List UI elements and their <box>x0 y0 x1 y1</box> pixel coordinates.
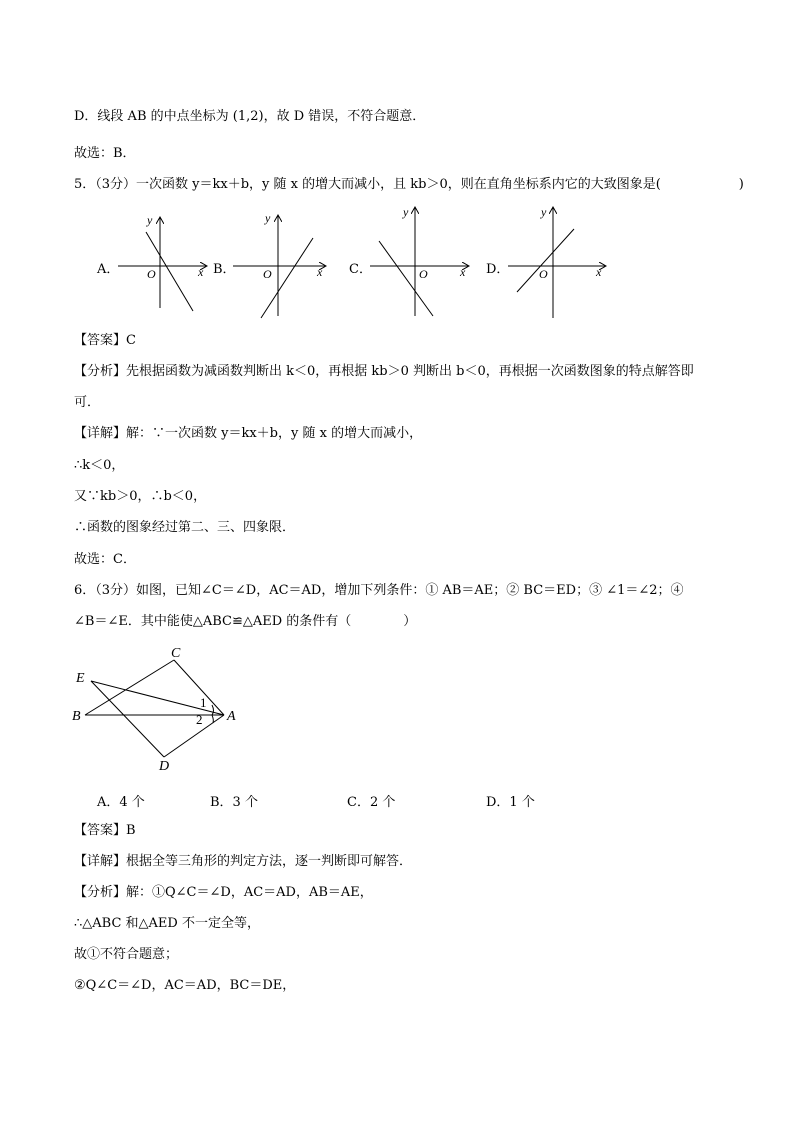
q6-option-c: C．2 个 <box>347 795 396 810</box>
q5-option-d-label: D． <box>486 262 510 277</box>
q5-solution-line-1: 【详解】解：∵一次函数 y＝kx＋b，y 随 x 的增大而减小， <box>74 426 423 441</box>
q5-option-c-label: C． <box>349 262 372 277</box>
graph-a-x-label: x <box>198 265 204 279</box>
graph-d-y-label: y <box>541 205 547 219</box>
q5-solution-line-2: ∴k＜0， <box>74 458 125 473</box>
fig-label-c: C <box>171 646 181 661</box>
q5-option-a-label: A． <box>97 262 120 277</box>
q5-analysis-line-1: 【分析】先根据函数为减函数判断出 k＜0，再根据 kb＞0 判断出 b＜0，再根据一次函数图象的特点解答即 <box>74 364 694 379</box>
q6-detail: 【详解】根据全等三角形的判定方法，逐一判断即可解答． <box>74 854 413 869</box>
graph-c-origin: O <box>419 267 428 281</box>
q6-option-d: D．1 个 <box>486 795 535 810</box>
graph-c-x-label: x <box>460 265 466 279</box>
q5-option-b-label: B． <box>213 262 236 277</box>
q5-analysis-line-2: 可． <box>74 395 101 410</box>
graph-b-x-label: x <box>317 265 323 279</box>
q6-analysis-line-3: 故①不符合题意； <box>74 947 179 962</box>
question-6-stem-line-2: ∠B＝∠E．其中能使△ABC≌△AED 的条件有（ ） <box>74 614 417 629</box>
q6-option-b: B．3 个 <box>210 795 258 810</box>
q5-answer: 【答案】C <box>74 333 136 348</box>
fig-label-angle-1: 1 <box>200 695 207 710</box>
q6-analysis-line-1: 【分析】解：①Q∠C＝∠D，AC＝AD，AB＝AE， <box>74 885 373 900</box>
question-5-stem: 5．（3分）一次函数 y＝kx＋b，y 随 x 的增大而减小，且 kb＞0，则在直角坐标系内它的大致图象是( ) <box>74 177 744 192</box>
q6-analysis-line-4: ②Q∠C＝∠D，AC＝AD，BC＝DE， <box>74 978 296 993</box>
question-6-stem-line-1: 6．（3分）如图，已知∠C＝∠D，AC＝AD，增加下列条件：① AB＝AE；② BC＝ED；③ ∠1＝∠2；④ <box>74 583 684 598</box>
fig-label-d: D <box>159 759 170 774</box>
q6-option-a: A．4 个 <box>97 795 145 810</box>
graph-c <box>370 205 468 316</box>
q6-analysis-line-2: ∴△ABC 和△AED 不一定全等， <box>74 916 260 931</box>
graph-d-origin: O <box>539 267 548 281</box>
graph-d-x-label: x <box>596 265 602 279</box>
fig-label-angle-2: 2 <box>196 712 203 727</box>
graph-a-y-label: y <box>147 213 153 227</box>
q5-solution-line-4: ∴函数的图象经过第二、三、四象限． <box>74 520 296 535</box>
q5-solution-line-5: 故选：C． <box>74 552 136 567</box>
graph-b-y-label: y <box>265 211 271 225</box>
q5-solution-line-3: 又∵kb＞0，∴b＜0， <box>74 489 207 504</box>
q6-answer: 【答案】B <box>74 823 136 838</box>
graph-a <box>118 213 206 311</box>
q5-graphs <box>0 0 794 330</box>
graph-b <box>233 211 325 318</box>
graph-d <box>508 205 605 318</box>
fig-label-b: B <box>72 709 81 724</box>
text-line-option-d: D．线段 AB 的中点坐标为 (1,2)，故 D 错误，不符合题意． <box>74 109 426 124</box>
graph-b-origin: O <box>263 267 272 281</box>
fig-label-e: E <box>76 671 85 686</box>
fig-label-a: A <box>227 709 236 724</box>
text-line-answer-b: 故选：B． <box>74 146 136 161</box>
graph-a-origin: O <box>147 267 156 281</box>
graph-c-y-label: y <box>403 205 409 219</box>
